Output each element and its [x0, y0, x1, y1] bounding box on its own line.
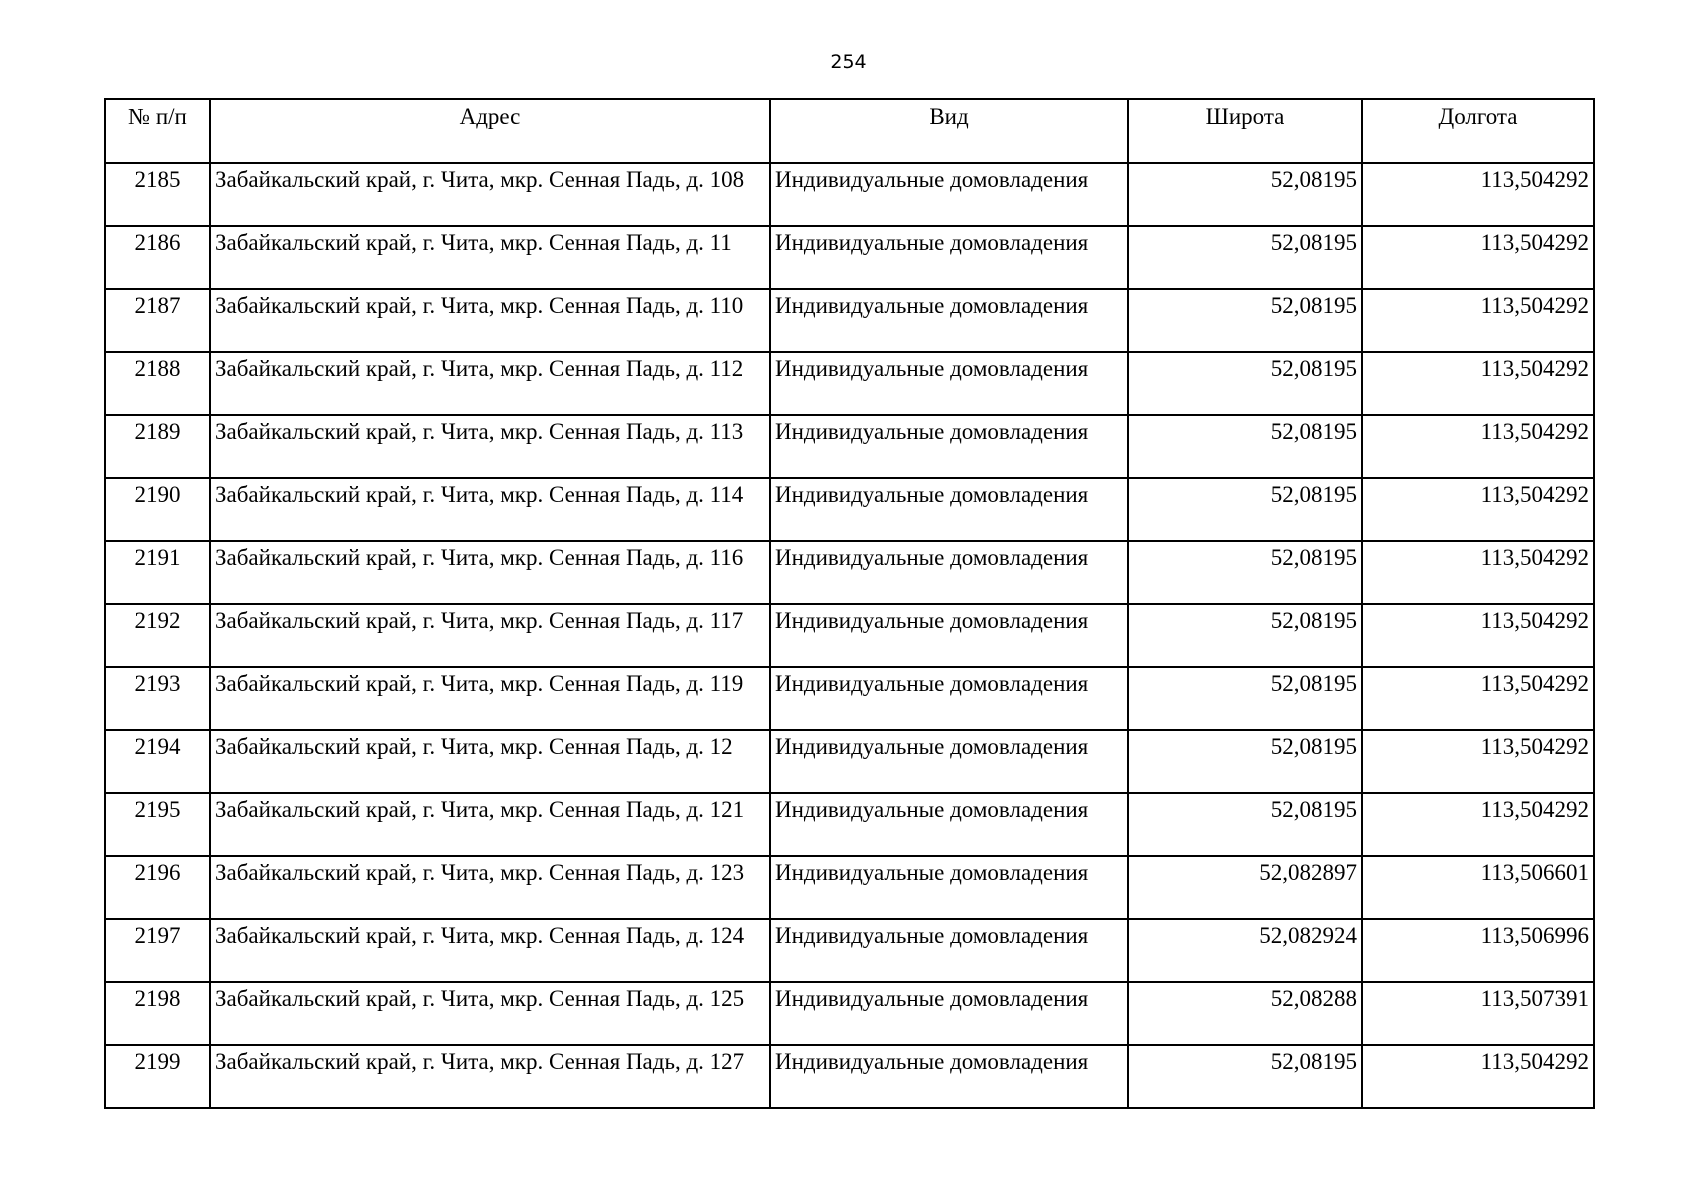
cell-lat: 52,08195	[1128, 163, 1362, 226]
page-number: 254	[830, 51, 867, 73]
cell-lat: 52,08195	[1128, 415, 1362, 478]
cell-lat: 52,08195	[1128, 730, 1362, 793]
table-row	[105, 982, 1594, 1045]
table-row	[105, 730, 1594, 793]
table-row	[105, 919, 1594, 982]
cell-address: Забайкальский край, г. Чита, мкр. Сенная Падь, д. 110	[210, 289, 770, 352]
header-lon: Долгота	[1362, 99, 1594, 163]
cell-num: 2190	[105, 478, 210, 541]
cell-lon: 113,504292	[1362, 226, 1594, 289]
cell-lon: 113,504292	[1362, 478, 1594, 541]
cell-num: 2187	[105, 289, 210, 352]
cell-type: Индивидуальные домовладения	[770, 478, 1128, 541]
cell-lat: 52,08195	[1128, 226, 1362, 289]
cell-num: 2195	[105, 793, 210, 856]
cell-address: Забайкальский край, г. Чита, мкр. Сенная Падь, д. 121	[210, 793, 770, 856]
table-row	[105, 289, 1594, 352]
cell-address: Забайкальский край, г. Чита, мкр. Сенная Падь, д. 108	[210, 163, 770, 226]
header-num: № п/п	[105, 99, 210, 163]
cell-lon: 113,506601	[1362, 856, 1594, 919]
cell-lat: 52,08195	[1128, 604, 1362, 667]
cell-type: Индивидуальные домовладения	[770, 226, 1128, 289]
cell-address: Забайкальский край, г. Чита, мкр. Сенная Падь, д. 124	[210, 919, 770, 982]
table-row	[105, 163, 1594, 226]
table-row	[105, 856, 1594, 919]
cell-address: Забайкальский край, г. Чита, мкр. Сенная Падь, д. 12	[210, 730, 770, 793]
cell-type: Индивидуальные домовладения	[770, 541, 1128, 604]
cell-lat: 52,082897	[1128, 856, 1362, 919]
cell-num: 2189	[105, 415, 210, 478]
table-header	[105, 99, 1594, 163]
cell-lat: 52,08195	[1128, 541, 1362, 604]
cell-lon: 113,504292	[1362, 163, 1594, 226]
table-row	[105, 604, 1594, 667]
header-lat: Широта	[1128, 99, 1362, 163]
cell-address: Забайкальский край, г. Чита, мкр. Сенная Падь, д. 11	[210, 226, 770, 289]
cell-num: 2193	[105, 667, 210, 730]
cell-lon: 113,504292	[1362, 730, 1594, 793]
cell-lat: 52,08195	[1128, 1045, 1362, 1108]
table-row	[105, 667, 1594, 730]
cell-lon: 113,504292	[1362, 604, 1594, 667]
cell-type: Индивидуальные домовладения	[770, 289, 1128, 352]
cell-address: Забайкальский край, г. Чита, мкр. Сенная Падь, д. 114	[210, 478, 770, 541]
cell-num: 2198	[105, 982, 210, 1045]
cell-lon: 113,504292	[1362, 415, 1594, 478]
cell-num: 2199	[105, 1045, 210, 1108]
cell-num: 2185	[105, 163, 210, 226]
cell-num: 2196	[105, 856, 210, 919]
cell-lat: 52,08195	[1128, 478, 1362, 541]
cell-lon: 113,504292	[1362, 289, 1594, 352]
cell-type: Индивидуальные домовладения	[770, 793, 1128, 856]
cell-type: Индивидуальные домовладения	[770, 352, 1128, 415]
cell-address: Забайкальский край, г. Чита, мкр. Сенная Падь, д. 127	[210, 1045, 770, 1108]
cell-lon: 113,504292	[1362, 667, 1594, 730]
cell-lat: 52,082924	[1128, 919, 1362, 982]
table-row	[105, 226, 1594, 289]
header-address: Адрес	[210, 99, 770, 163]
cell-lon: 113,504292	[1362, 793, 1594, 856]
cell-lon: 113,506996	[1362, 919, 1594, 982]
header-type: Вид	[770, 99, 1128, 163]
cell-address: Забайкальский край, г. Чита, мкр. Сенная Падь, д. 119	[210, 667, 770, 730]
cell-type: Индивидуальные домовладения	[770, 667, 1128, 730]
cell-lon: 113,504292	[1362, 541, 1594, 604]
cell-type: Индивидуальные домовладения	[770, 919, 1128, 982]
cell-lat: 52,08195	[1128, 667, 1362, 730]
table-row	[105, 541, 1594, 604]
cell-lat: 52,08195	[1128, 793, 1362, 856]
cell-type: Индивидуальные домовладения	[770, 604, 1128, 667]
cell-lon: 113,507391	[1362, 982, 1594, 1045]
table-row	[105, 1045, 1594, 1108]
cell-num: 2191	[105, 541, 210, 604]
cell-lat: 52,08288	[1128, 982, 1362, 1045]
cell-address: Забайкальский край, г. Чита, мкр. Сенная Падь, д. 125	[210, 982, 770, 1045]
table-row	[105, 478, 1594, 541]
cell-num: 2188	[105, 352, 210, 415]
table-row	[105, 352, 1594, 415]
cell-num: 2186	[105, 226, 210, 289]
address-table	[104, 98, 1595, 1109]
cell-lat: 52,08195	[1128, 289, 1362, 352]
cell-lon: 113,504292	[1362, 1045, 1594, 1108]
cell-address: Забайкальский край, г. Чита, мкр. Сенная Падь, д. 116	[210, 541, 770, 604]
cell-address: Забайкальский край, г. Чита, мкр. Сенная Падь, д. 117	[210, 604, 770, 667]
cell-type: Индивидуальные домовладения	[770, 1045, 1128, 1108]
cell-lon: 113,504292	[1362, 352, 1594, 415]
cell-type: Индивидуальные домовладения	[770, 415, 1128, 478]
cell-num: 2197	[105, 919, 210, 982]
table-body	[105, 163, 1594, 1108]
cell-address: Забайкальский край, г. Чита, мкр. Сенная Падь, д. 123	[210, 856, 770, 919]
cell-num: 2192	[105, 604, 210, 667]
table-row	[105, 415, 1594, 478]
cell-type: Индивидуальные домовладения	[770, 856, 1128, 919]
cell-num: 2194	[105, 730, 210, 793]
cell-address: Забайкальский край, г. Чита, мкр. Сенная Падь, д. 112	[210, 352, 770, 415]
cell-type: Индивидуальные домовладения	[770, 982, 1128, 1045]
cell-type: Индивидуальные домовладения	[770, 163, 1128, 226]
cell-type: Индивидуальные домовладения	[770, 730, 1128, 793]
table-row	[105, 793, 1594, 856]
cell-address: Забайкальский край, г. Чита, мкр. Сенная Падь, д. 113	[210, 415, 770, 478]
cell-lat: 52,08195	[1128, 352, 1362, 415]
header-row	[105, 99, 1594, 163]
